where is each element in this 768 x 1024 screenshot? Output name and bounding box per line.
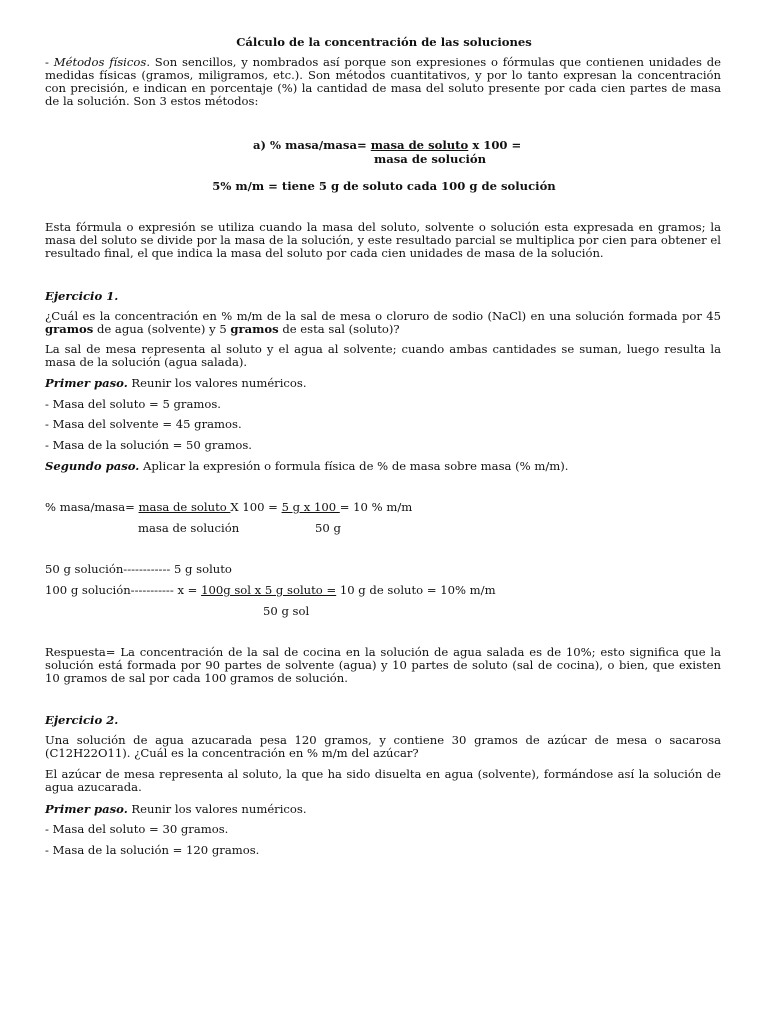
explanation-paragraph: Esta fórmula o expresión se utiliza cuando la masa del soluto, solvente o solución esta expresada en gramos; la masa del soluto se divide por la masa de la solución, y este resultado parcial se multiplica por cien para obtener el resultado final, el que indica la masa del soluto por cada cien unidades de masa de la solución. [45,220,721,260]
intro-paragraph [45,56,721,108]
ex2-step1-text: Reunir los valores numéricos. [127,802,307,816]
ex1-rule-line1: 50 g solución------------ 5 g soluto [45,562,232,576]
ex1-context: La sal de mesa representa al soluto y el agua al solvente; cuando ambas cantidades se suman, luego resulta la masa de la solución (agua salada). [45,342,721,369]
intro-text: . Son sencillos, y nombrados así porque son expresiones o fórmulas que contienen unidades de medidas físicas (gramos, miligramos, etc.). Son métodos cuantitativos, y por lo tanto expresan la concentración con precisión, e indican en porcentaje (%) la cantidad de masa del soluto presente por cada cien partes de masa de la solución. Son 3 estos métodos: [45,55,721,108]
ex1-question-part: ¿Cuál es la concentración en % m/m de la sal de mesa o cloruro de sodio (NaCl) en una solución formada por 45 [45,309,721,323]
ex1-step2 [45,460,568,473]
ex2-heading: Ejercicio 2. [45,713,119,727]
ex1-answer: Respuesta= La concentración de la sal de cocina en la solución de agua salada es de 10%; esto significa que la solución está formada por 90 partes de solvente (agua) y 10 partes de soluto (sal de cocina), o bien, que existen 10 gramos de sal por cada 100 gramos de solución. [45,645,721,685]
example-line: 5% m/m = tiene 5 g de soluto cada 100 g de solución [212,179,556,193]
ex1-calc-prefix: % masa/masa= [45,500,139,514]
ex1-question-part: de esta sal (soluto)? [278,322,400,336]
ex2-question: Una solución de agua azucarada pesa 120 gramos, y contiene 30 gramos de azúcar de mesa o sacarosa (C12H22O11). ¿Cuál es la concentración en % m/m del azúcar? [45,733,721,760]
ex1-calc-numerator: masa de soluto [138,500,231,514]
ex1-question-bold: gramos [45,322,94,336]
ex1-calc-frac-num: 5 g x 100 [281,500,340,514]
ex1-rule-prefix: 100 g solución----------- x = [45,583,202,597]
ex2-context: El azúcar de mesa representa al soluto, la que ha sido disuelta en agua (solvente), formándose así la solución de agua azucarada. [45,767,721,794]
ex1-question-part: de agua (solvente) y 5 [93,322,231,336]
formula-a-denominator: masa de solución [374,152,487,166]
ex2-step1-label: Primer paso. [45,802,128,816]
ex1-rule-line2 [45,584,496,597]
ex1-rule-num: 100g sol x 5 g soluto = [201,583,337,597]
ex1-calc-frac-den: 50 g [315,521,341,535]
ex1-calc-mid: X 100 = [230,500,282,514]
ex2-step1 [45,803,307,816]
ex1-calc [45,501,412,514]
ex1-step2-text: Aplicar la expresión o formula física de % de masa sobre masa (% m/m). [139,459,569,473]
formula-a-numerator: masa de soluto [370,138,469,152]
ex1-step1-text: Reunir los valores numéricos. [127,376,307,390]
ex1-calc-denominator: masa de solución [138,521,240,535]
ex1-value: - Masa del solvente = 45 gramos. [45,417,242,431]
formula-a [253,139,521,152]
ex2-value: - Masa de la solución = 120 gramos. [45,843,260,857]
formula-a-suffix: x 100 = [468,138,522,152]
ex1-step1-label: Primer paso. [45,376,128,390]
ex1-step1 [45,377,307,390]
ex1-value: - Masa del soluto = 5 gramos. [45,397,221,411]
intro-dash: - [45,55,54,69]
ex1-step2-label: Segundo paso. [45,459,140,473]
ex1-question [45,310,721,336]
ex1-question-bold: gramos [230,322,279,336]
ex2-value: - Masa del soluto = 30 gramos. [45,822,229,836]
page-title: Cálculo de la concentración de las soluciones [236,35,532,49]
formula-a-prefix: a) % masa/masa= [253,138,371,152]
ex1-value: - Masa de la solución = 50 gramos. [45,438,252,452]
ex1-calc-result: = 10 % m/m [339,500,413,514]
ex1-heading: Ejercicio 1. [45,289,119,303]
ex1-rule-result: 10 g de soluto = 10% m/m [336,583,496,597]
ex1-rule-den: 50 g sol [263,604,310,618]
intro-term: Métodos físicos [53,55,147,69]
